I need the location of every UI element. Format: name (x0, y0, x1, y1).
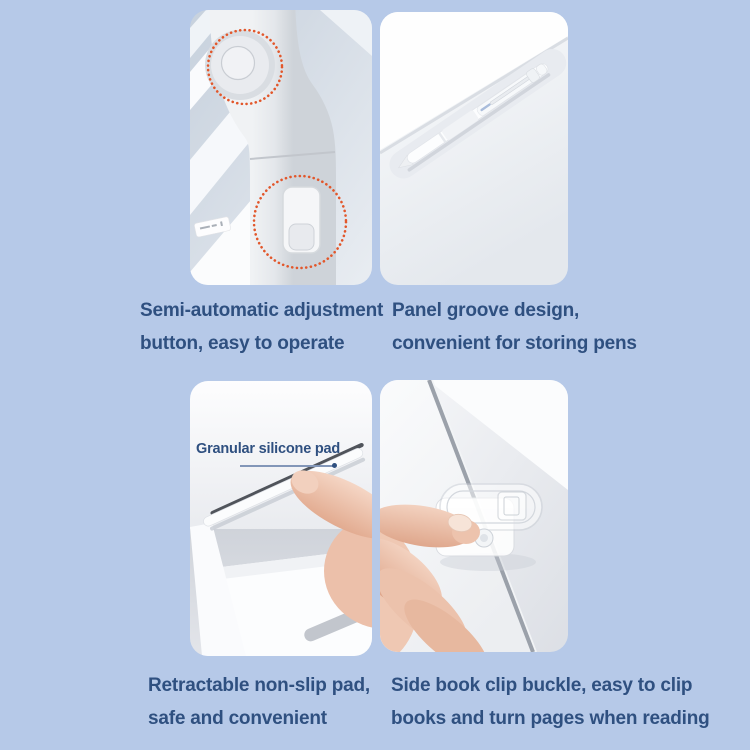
caption-book-clip (391, 669, 710, 735)
annotation-pointer-line (240, 465, 333, 467)
caption-line: Side book clip buckle, easy to clip (391, 675, 693, 696)
annotation-label: Granular silicone pad (196, 441, 341, 457)
caption-pen-groove (392, 294, 637, 360)
caption-line: books and turn pages when reading (391, 708, 710, 729)
caption-line: Retractable non-slip pad, (148, 675, 370, 696)
caption-line: Panel groove design, (392, 300, 580, 321)
photo-pen-groove (380, 12, 568, 285)
annotation-granular-silicone-pad (196, 441, 340, 457)
slider-button (283, 187, 320, 253)
photo-adjustment-button (190, 10, 372, 285)
caption-line: button, easy to operate (140, 333, 345, 354)
caption-line: Semi-automatic adjustment (140, 300, 384, 321)
photo-book-clip (380, 380, 568, 652)
caption-line: convenient for storing pens (392, 333, 637, 354)
non-slip-pad-illustration (190, 381, 372, 656)
photo-non-slip-pad (190, 381, 372, 656)
adjustment-button-illustration (190, 10, 372, 285)
caption-adjustment-button (140, 294, 383, 360)
caption-line: safe and convenient (148, 708, 327, 729)
book-clip-illustration (380, 380, 568, 652)
pen-groove-illustration (380, 12, 568, 285)
pivot-knob (205, 30, 275, 100)
caption-non-slip-pad (148, 669, 370, 735)
